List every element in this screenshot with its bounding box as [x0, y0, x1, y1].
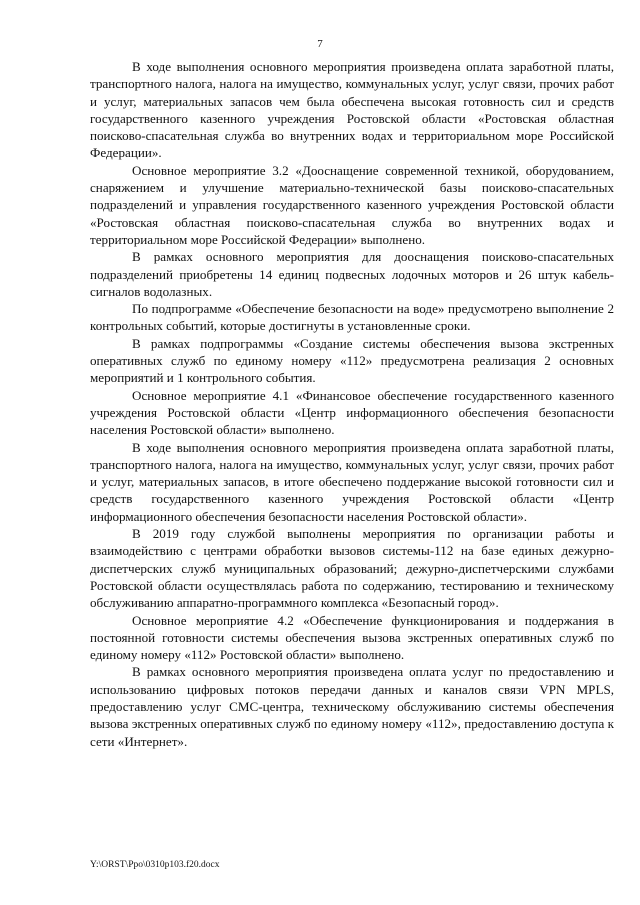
paragraph: В 2019 году службой выполнены мероприятия по организации работы и взаимодействию с центрами обработки вызовов системы-112 на базе единых дежурно-диспетчерских служб муниципальных образований; дежурно-диспетчерскими службами Ростовской области осуществлялась работа по содержанию, тестированию и техническому обслуживанию аппаратно-программного комплекса «Безопасный город».: [90, 526, 614, 611]
paragraph: Основное мероприятие 4.1 «Финансовое обеспечение государственного казенного учреждения Ростовской области «Центр информационного обеспечения безопасности населения Ростовской области» выполнено.: [90, 387, 614, 438]
document-body: [90, 58, 614, 750]
paragraph: В рамках подпрограммы «Создание системы обеспечения вызова экстренных оперативных служб по единому номеру «112» предусмотрена реализация 2 основных мероприятий и 1 контрольного события.: [90, 335, 614, 386]
paragraph: Основное мероприятие 4.2 «Обеспечение функционирования и поддержания в постоянной готовности системы обеспечения вызова экстренных оперативных служб по единому номеру «112» Ростовской области» выполнено.: [90, 612, 614, 663]
paragraph: В рамках основного мероприятия произведена оплата услуг по предоставлению и использованию цифровых потоков передачи данных и каналов связи VPN MPLS, предоставлению услуг СМС-центра, техническому обслуживанию системы обеспечения вызова экстренных оперативных служб по единому номеру «112», предоставлению доступа к сети «Интернет».: [90, 664, 614, 749]
paragraph: В ходе выполнения основного мероприятия произведена оплата заработной платы, транспортного налога, налога на имущество, коммунальных услуг, услуг связи, прочих работ и услуг, материальных запасов, в итоге обеспечено поддержание высокой готовности сил и средств государственного казенного учреждения Ростовской области «Центр информационного обеспечения безопасности населения Ростовской области».: [90, 439, 614, 524]
footer-file-path: Y:\ORST\Ppo\0310p103.f20.docx: [90, 860, 220, 870]
paragraph: Основное мероприятие 3.2 «Дооснащение современной техникой, оборудованием, снаряжением и улучшение материально-технической базы поисково-спасательных подразделений и управления государственного казенного учреждения Ростовской области «Ростовская областная поисково-спасательная служба во внутренних водах и территориальном море Российской Федерации» выполнено.: [90, 162, 614, 247]
paragraph: В рамках основного мероприятия для дооснащения поисково-спасательных подразделений приобретены 14 единиц подвесных лодочных моторов и 26 штук кабель-сигналов водолазных.: [90, 249, 614, 299]
page-number: 7: [317, 38, 323, 50]
paragraph: По подпрограмме «Обеспечение безопасности на воде» предусмотрено выполнение 2 контрольных событий, которые достигнуты в установленные сроки.: [90, 301, 614, 334]
paragraph: В ходе выполнения основного мероприятия произведена оплата заработной платы, транспортного налога, налога на имущество, коммунальных услуг, услуг связи, прочих работ и услуг, материальных запасов чем была обеспечена высокая готовность сил и средств государственного казенного учреждения Ростовской области «Ростовская областная поисково-спасательная служба во внутренних водах и территориальном море Российской Федерации».: [90, 59, 614, 161]
